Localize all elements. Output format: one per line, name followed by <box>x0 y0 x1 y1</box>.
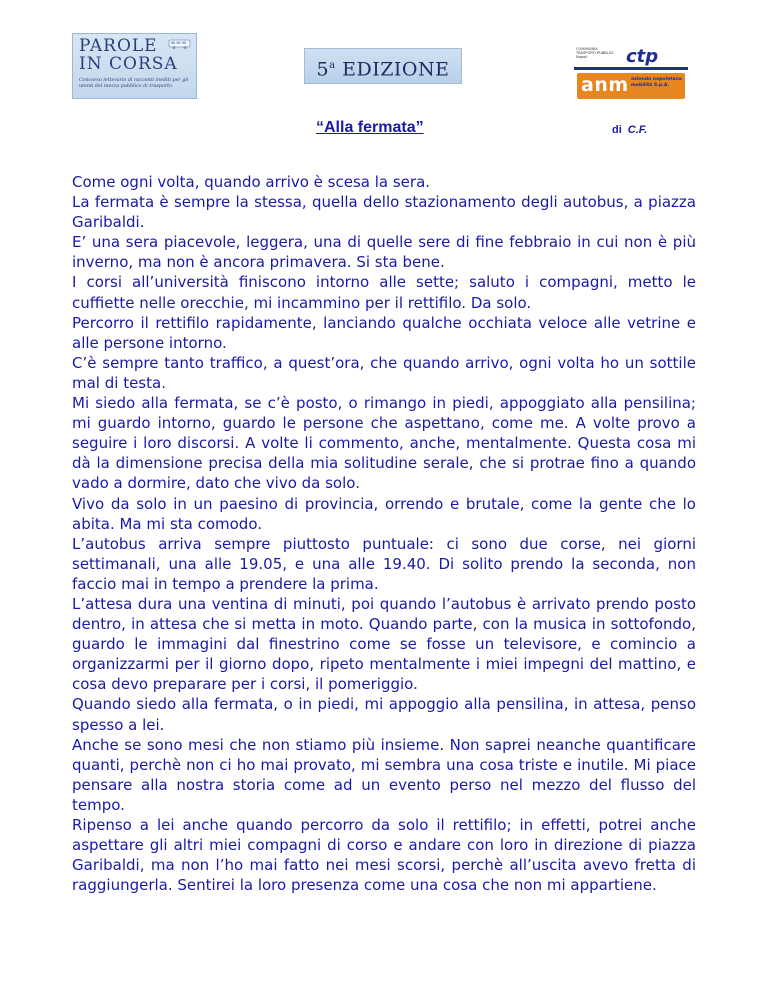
anm-logo <box>577 73 685 99</box>
story-title: “Alla fermata” <box>316 119 424 136</box>
edition-suffix: a <box>329 60 336 71</box>
paragraph: E’ una sera piacevole, leggera, una di quelle sere di fine febbraio in cui non è più inverno, ma non è ancora primavera. Si sta bene. <box>72 233 696 272</box>
anm-subtitle: azienda napoletana mobilità S.p.A. <box>631 77 682 88</box>
ctp-bar <box>574 67 688 70</box>
paragraph: Ripenso a lei anche quando percorro da solo il rettifilo; in effetti, potrei anche aspettare gli altri miei compagni di corso e andare con loro in direzione di piazza Garibaldi, ma non l’ho mai fatto nei mesi scorsi, perchè all’uscita avevo fretta di raggiungerla. Sentirei la loro presenza come una cosa che non mi appartiene. <box>72 816 696 895</box>
paragraph: Percorro il rettifilo rapidamente, lanciando qualche occhiata veloce alle vetrine e alle persone intorno. <box>72 313 696 352</box>
paragraph: Quando siedo alla fermata, o in piedi, mi appoggio alla pensilina, in attesa, penso spesso a lei. <box>72 695 696 734</box>
story-author: C.F. <box>627 124 648 136</box>
story-byline <box>612 124 647 136</box>
anm-wordmark: anm <box>581 74 629 96</box>
ctp-small-text: COMPAGNIA TRASPORTI PUBBLICI Napoli <box>576 47 614 60</box>
byline-di: di <box>612 124 622 136</box>
paragraph: L’attesa dura una ventina di minuti, poi quando l’autobus è arrivato prendo posto dentro, in attesa che si metta in moto. Quando parte, con la musica in sottofondo, guardo le immagini dal finestrino come se fosse un televisore, e comincio a organizzarmi per il giorno dopo, ripeto mentalmente i miei impegni del mattino, e cosa devo preparare per i corsi, il pomeriggio. <box>72 594 696 694</box>
paragraph: Mi siedo alla fermata, se c’è posto, o rimango in piedi, appoggiato alla pensilina; mi guardo intorno, guardo le persone che aspettano, come me. A volte provo a seguire i loro discorsi. A volte li commento, anche, mentalmente. Questa cosa mi dà la dimensione precisa della mia solitudine serale, che si protrae fino a quando vado a dormire, dato che vivo da solo. <box>72 394 696 493</box>
ctp-anm-logo <box>574 45 688 99</box>
bus-icon <box>168 38 192 50</box>
paragraph: I corsi all’università finiscono intorno alle sette; saluto i compagni, metto le cuffiette nelle orecchie, mi incammino per il rettifilo. Da solo. <box>72 273 696 312</box>
logo-subtitle: Concorso letterario di racconti inediti per gli utenti del mezzo pubblico di trasporto <box>79 78 189 89</box>
edition-number: 5 <box>316 58 330 81</box>
paragraph: Come ogni volta, quando arrivo è scesa la sera. <box>72 173 431 191</box>
ctp-logo <box>574 45 688 69</box>
paragraph: Vivo da solo in un paesino di provincia, orrendo e brutale, come la gente che lo abita. Ma mi sta comodo. <box>72 494 696 533</box>
paragraph: L’autobus arriva sempre piuttosto puntuale: ci sono due corse, nei giorni settimanali, una alle 19.05, e una alle 19.40. Di solito prendo la seconda, non faccio mai in tempo a prendere la prima. <box>72 534 696 593</box>
logo-title: PAROLE IN CORSA <box>79 36 178 74</box>
paragraph: La fermata è sempre la stessa, quella dello stazionamento degli autobus, a piazza Garibaldi. <box>72 193 696 232</box>
edition-label: EDIZIONE <box>342 58 450 81</box>
edition-banner <box>304 48 462 84</box>
paragraph: C’è sempre tanto traffico, a quest’ora, che quando arrivo, ogni volta ho un sottile mal di testa. <box>72 353 696 392</box>
parole-in-corsa-logo <box>72 33 197 99</box>
ctp-wordmark: ctp <box>626 46 659 67</box>
paragraph: Anche se sono mesi che non stiamo più insieme. Non saprei neanche quantificare quanti, perchè non ci ho mai provato, mi sembra una cosa triste e inutile. Mi piace pensare alla nostra storia come ad un evento perso nel mezzo del flusso del tempo. <box>72 735 696 814</box>
story-body <box>72 172 696 895</box>
